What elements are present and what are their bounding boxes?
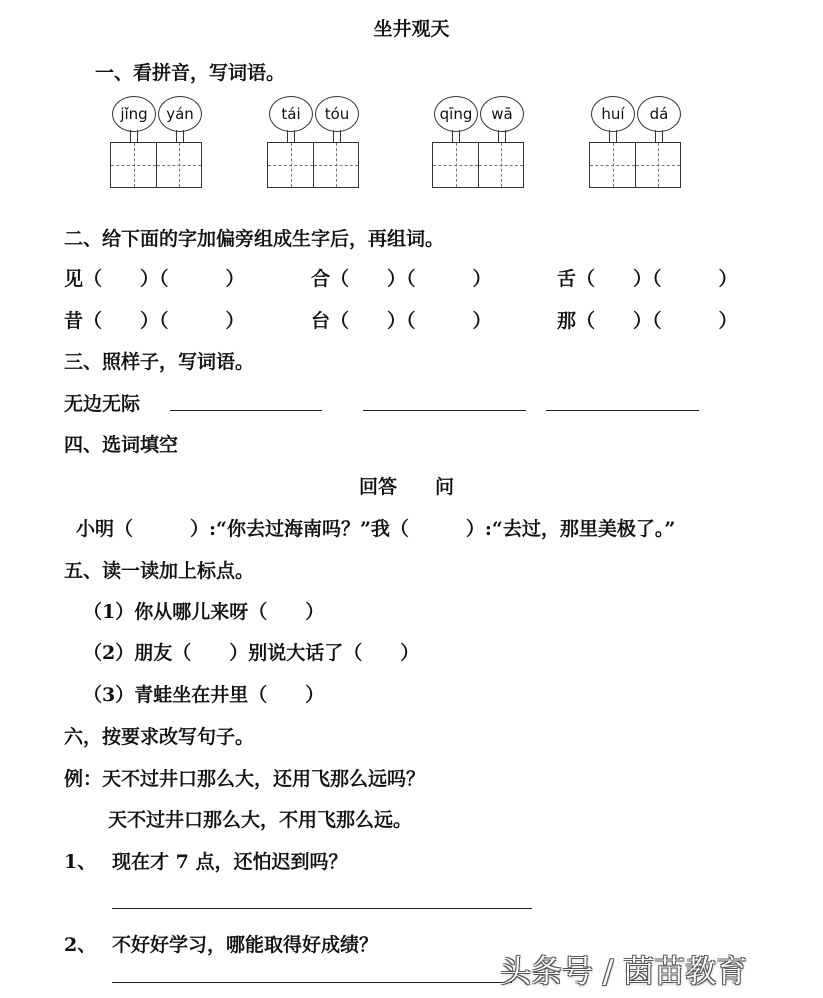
- section2-heading: 二、给下面的字加偏旁组成生字后，再组词。: [64, 228, 445, 250]
- pinyin-bubble: tóu: [315, 96, 359, 132]
- word-choices: 回答 问: [359, 476, 455, 498]
- fill-sentence[interactable]: 小明（ ）:“你去过海南吗？”我（ ）:“去过，那里美极了。”: [76, 518, 676, 540]
- writing-grid[interactable]: [110, 142, 202, 188]
- pinyin-group-3: [432, 96, 524, 192]
- example-answer: 天不过井口那么大，不用飞那么远。: [108, 809, 413, 831]
- example-question: 例：天不过井口那么大，还用飞那么远吗？: [64, 768, 426, 790]
- pinyin-group-2: [267, 96, 359, 192]
- punctuation-item[interactable]: （2）朋友（ ）别说大话了（ ）: [83, 642, 420, 664]
- answer-line[interactable]: [112, 982, 512, 983]
- pinyin-bubble: tái: [269, 96, 313, 132]
- radical-item[interactable]: 合（ ）（ ）: [311, 268, 492, 290]
- radical-item[interactable]: 那（ ）（ ）: [557, 310, 738, 332]
- radical-item[interactable]: 昔（ ）（ ）: [64, 310, 245, 332]
- answer-line[interactable]: [363, 410, 526, 411]
- writing-grid[interactable]: [267, 142, 359, 188]
- pinyin-bubble: wā: [480, 96, 524, 132]
- pinyin-bubble: jǐng: [112, 96, 156, 132]
- question-2: 不好好学习，哪能取得好成绩？: [112, 934, 379, 956]
- pinyin-group-1: [110, 96, 202, 192]
- radical-item[interactable]: 见（ ）（ ）: [64, 268, 245, 290]
- section5-heading: 五、读一读加上标点。: [64, 560, 255, 582]
- radical-item[interactable]: 舌（ ）（ ）: [557, 268, 738, 290]
- radical-item[interactable]: 台（ ）（ ）: [311, 310, 492, 332]
- section1-heading: 一、看拼音，写词语。: [95, 62, 286, 84]
- punctuation-item[interactable]: （3）青蛙坐在井里（ ）: [83, 684, 325, 706]
- pinyin-bubble: qīng: [434, 96, 478, 132]
- question-number: 2、: [64, 934, 97, 956]
- section6-heading: 六，按要求改写句子。: [64, 726, 255, 748]
- punctuation-item[interactable]: （1）你从哪儿来呀（ ）: [83, 601, 325, 623]
- answer-line[interactable]: [170, 410, 322, 411]
- answer-line[interactable]: [112, 908, 532, 909]
- writing-grid[interactable]: [589, 142, 681, 188]
- page-title: 坐井观天: [373, 18, 450, 40]
- pinyin-group-4: [589, 96, 681, 192]
- section4-heading: 四、选词填空: [64, 434, 179, 456]
- writing-grid[interactable]: [432, 142, 524, 188]
- watermark: 头条号 / 茵苗教育: [500, 954, 748, 990]
- question-number: 1、: [64, 851, 97, 873]
- pinyin-bubble: dá: [637, 96, 681, 132]
- answer-line[interactable]: [546, 410, 699, 411]
- question-1: 现在才 7 点，还怕迟到吗？: [112, 851, 348, 873]
- pinyin-bubble: yán: [158, 96, 202, 132]
- pinyin-bubble: huí: [591, 96, 635, 132]
- example-word: 无边无际: [64, 393, 141, 415]
- section3-heading: 三、照样子，写词语。: [64, 351, 255, 373]
